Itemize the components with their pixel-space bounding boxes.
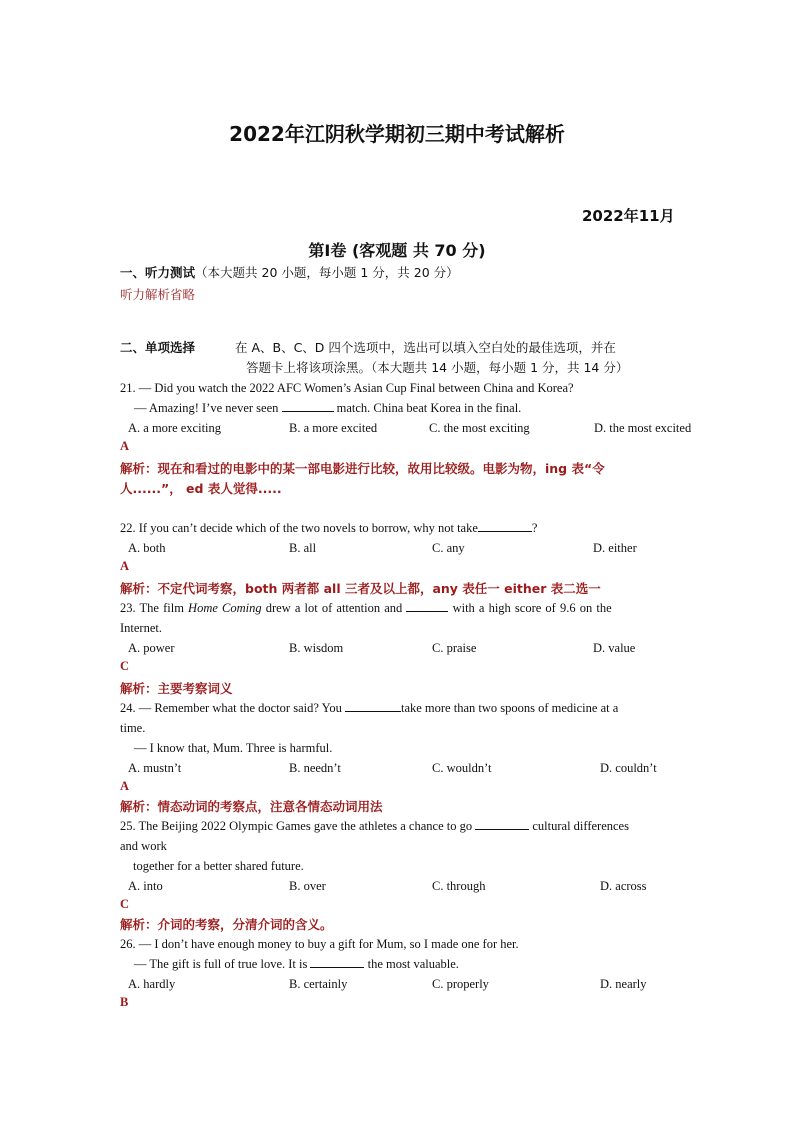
q21-reply: — Amazing! I’ve never seen match. China beat Korea in the final. <box>134 401 522 415</box>
q21-option-d: D. the most excited <box>594 421 692 435</box>
section2-line <box>120 339 616 357</box>
q26-reply: — The gift is full of true love. It is the most valuable. <box>134 957 459 971</box>
q24-option-a: A. mustn’t <box>128 761 182 775</box>
q22-answer: A <box>120 559 130 573</box>
q23-note: 解析：主要考察词义 <box>120 681 233 696</box>
q22-blank <box>478 519 532 532</box>
q23-answer: C <box>120 659 130 673</box>
q23-option-a: A. power <box>128 641 175 655</box>
q22-option-c: C. any <box>432 541 465 555</box>
q21-answer: A <box>120 439 130 453</box>
q25-stem-cont1: and work <box>120 839 167 853</box>
q24-stem-cont: time. <box>120 721 146 735</box>
q24-note: 解析：情态动词的考察点，注意各情态动词用法 <box>120 799 383 814</box>
q26-answer: B <box>120 995 129 1009</box>
q26-blank <box>310 955 364 968</box>
q22-option-a: A. both <box>128 541 166 555</box>
section1-heading: 一、听力测试 <box>120 265 196 280</box>
q21-option-b: B. a more excited <box>289 421 378 435</box>
q24-option-b: B. needn’t <box>289 761 341 775</box>
section1-desc: （本大题共 20 小题，每小题 1 分，共 20 分） <box>195 265 459 280</box>
q25-option-c: C. through <box>432 879 486 893</box>
q22-option-b: B. all <box>289 541 317 555</box>
section2-desc2: 答题卡上将该项涂黑。（本大题共 14 小题，每小题 1 分，共 14 分） <box>246 360 629 375</box>
q25-blank <box>475 817 529 830</box>
page-title: 2022年江阴秋学期初三期中考试解析 <box>229 122 565 146</box>
q25-option-d: D. across <box>600 879 647 893</box>
q21-stem: 21. — Did you watch the 2022 AFC Women’s Asian Cup Final between China and Korea? <box>120 381 574 395</box>
q21-option-c: C. the most exciting <box>429 421 530 435</box>
exam-date: 2022年11月 <box>582 207 675 225</box>
q24-reply: — I know that, Mum. Three is harmful. <box>134 741 333 755</box>
q22-stem: 22. If you can’t decide which of the two novels to borrow, why not take ? <box>120 521 538 535</box>
q21-note-line1: 解析：现在和看过的电影中的某一部电影进行比较，故用比较级。电影为物，ing 表“令 <box>120 461 605 476</box>
q24-answer: A <box>120 779 130 793</box>
q23-stem-cont: Internet. <box>120 621 162 635</box>
q25-stem-cont2: together for a better shared future. <box>133 859 304 873</box>
q23-film-title: Home Coming <box>188 601 262 615</box>
q21-option-a: A. a more exciting <box>128 421 222 435</box>
q26-option-a: A. hardly <box>128 977 176 991</box>
q25-stem: 25. The Beijing 2022 Olympic Games gave the athletes a chance to go cultural differences <box>120 819 629 833</box>
q22-note: 解析：不定代词考察，both 两者都 all 三者及以上都，any 表任一 either 表二选一 <box>120 581 601 596</box>
q24-blank <box>345 699 401 712</box>
q26-option-c: C. properly <box>432 977 489 991</box>
volume-heading: 第Ⅰ卷 (客观题 共 70 分) <box>308 241 486 260</box>
q21-note-line2: 人......”， ed 表人觉得..... <box>120 481 282 496</box>
section2-heading: 二、单项选择 <box>120 340 196 355</box>
q23-option-c: C. praise <box>432 641 477 655</box>
q23-option-b: B. wisdom <box>289 641 344 655</box>
q25-note: 解析：介词的考察，分清介词的含义。 <box>120 917 333 932</box>
q23-stem: 23. The film Home Coming drew a lot of attention and with a high score of 9.6 on the <box>120 601 612 615</box>
section1-line <box>120 264 459 282</box>
section2-desc1: 在 A、B、C、D 四个选项中，选出可以填入空白处的最佳选项，并在 <box>234 340 616 355</box>
q23-option-d: D. value <box>593 641 636 655</box>
q26-option-d: D. nearly <box>600 977 647 991</box>
q25-option-a: A. into <box>128 879 163 893</box>
q24-option-c: C. wouldn’t <box>432 761 492 775</box>
q23-blank <box>406 599 448 612</box>
q26-option-b: B. certainly <box>289 977 348 991</box>
q24-stem: 24. — Remember what the doctor said? You take more than two spoons of medicine at a <box>120 701 619 715</box>
q25-answer: C <box>120 897 130 911</box>
q25-option-b: B. over <box>289 879 326 893</box>
q21-blank <box>282 399 334 412</box>
q26-stem: 26. — I don’t have enough money to buy a gift for Mum, so I made one for her. <box>120 937 519 951</box>
q22-option-d: D. either <box>593 541 637 555</box>
q24-option-d: D. couldn’t <box>600 761 657 775</box>
section1-note: 听力解析省略 <box>120 287 196 302</box>
